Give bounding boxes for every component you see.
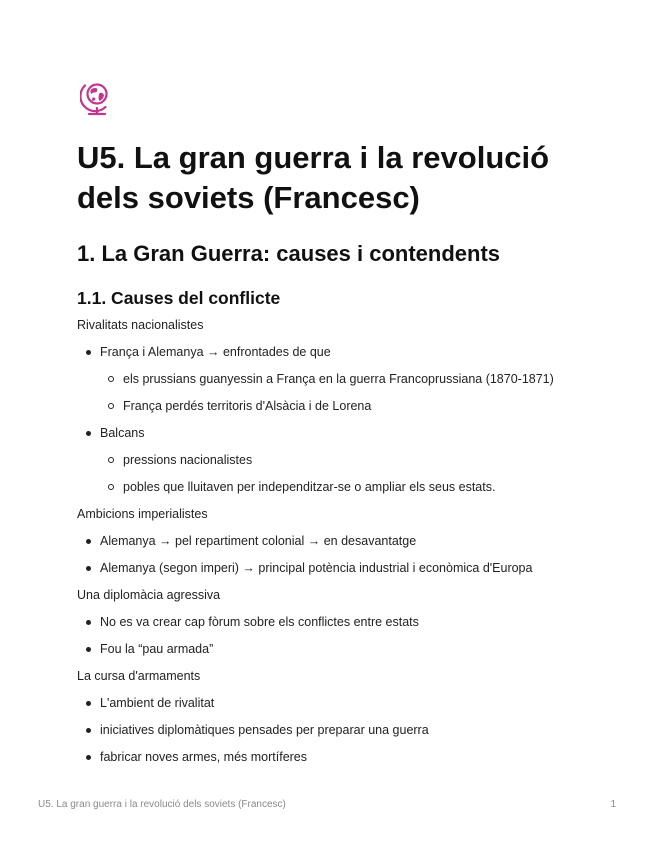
bullet-icon bbox=[86, 755, 91, 760]
list-item-text: iniciatives diplomàtiques pensades per preparar una guerra bbox=[100, 723, 429, 737]
list-item bbox=[77, 340, 617, 367]
bullet-icon bbox=[108, 403, 114, 409]
sub-list-item bbox=[77, 475, 617, 502]
bullet-icon bbox=[86, 620, 91, 625]
page-number: 1 bbox=[610, 799, 616, 810]
list-item bbox=[77, 691, 617, 718]
list-item-text: fabricar noves armes, més mortíferes bbox=[100, 750, 308, 764]
list-item-text: Balcans bbox=[100, 426, 145, 440]
list-item bbox=[77, 745, 617, 772]
list-item-text: Alemanya → pel repartiment colonial → en desavantatge bbox=[100, 534, 417, 548]
section-heading: 1. La Gran Guerra: causes i contendents bbox=[77, 241, 501, 266]
bullet-icon bbox=[86, 431, 91, 436]
list-item-text: No es va crear cap fòrum sobre els conflictes entre estats bbox=[100, 615, 419, 629]
bullet-icon bbox=[86, 647, 91, 652]
page-title: U5. La gran guerra i la revolució dels soviets (Francesc) bbox=[77, 140, 550, 215]
sub-list-item-text: França perdés territoris d'Alsàcia i de Lorena bbox=[123, 399, 372, 413]
subsection-heading: 1.1. Causes del conflicte bbox=[77, 288, 281, 308]
list-item-text: França i Alemanya → enfrontades de que bbox=[100, 345, 331, 359]
bullet-icon bbox=[108, 484, 114, 490]
bullet-icon bbox=[86, 728, 91, 733]
list-item bbox=[77, 610, 617, 637]
bullet-icon bbox=[108, 457, 114, 463]
bullet-icon bbox=[86, 566, 91, 571]
list-item bbox=[77, 529, 617, 556]
list-item bbox=[77, 421, 617, 448]
block-label: Una diplomàcia agressiva bbox=[77, 588, 221, 602]
list-item-text: L'ambient de rivalitat bbox=[100, 696, 215, 710]
sub-list-item-text: pressions nacionalistes bbox=[123, 453, 253, 467]
globe-icon bbox=[80, 80, 114, 118]
list-item bbox=[77, 718, 617, 745]
block-label: Rivalitats nacionalistes bbox=[77, 318, 204, 332]
footer-title: U5. La gran guerra i la revolució dels soviets (Francesc) bbox=[38, 799, 286, 810]
sub-list-item bbox=[77, 367, 617, 394]
bullet-icon bbox=[86, 701, 91, 706]
block-label: La cursa d'armaments bbox=[77, 669, 201, 683]
list-item bbox=[77, 637, 617, 664]
sub-list-item bbox=[77, 394, 617, 421]
sub-list-item-text: els prussians guanyessin a França en la guerra Francoprussiana (1870-1871) bbox=[123, 372, 554, 386]
list-item-text: Alemanya (segon imperi) → principal potència industrial i econòmica d'Europa bbox=[100, 561, 533, 575]
bullet-icon bbox=[86, 350, 91, 355]
document-body bbox=[77, 313, 617, 772]
block-label: Ambicions imperialistes bbox=[77, 507, 208, 521]
list-item bbox=[77, 556, 617, 583]
bullet-icon bbox=[108, 376, 114, 382]
list-item-text: Fou la “pau armada” bbox=[100, 642, 214, 656]
bullet-icon bbox=[86, 539, 91, 544]
sub-list-item bbox=[77, 448, 617, 475]
sub-list-item-text: pobles que lluitaven per independitzar-se o ampliar els seus estats. bbox=[123, 480, 496, 494]
